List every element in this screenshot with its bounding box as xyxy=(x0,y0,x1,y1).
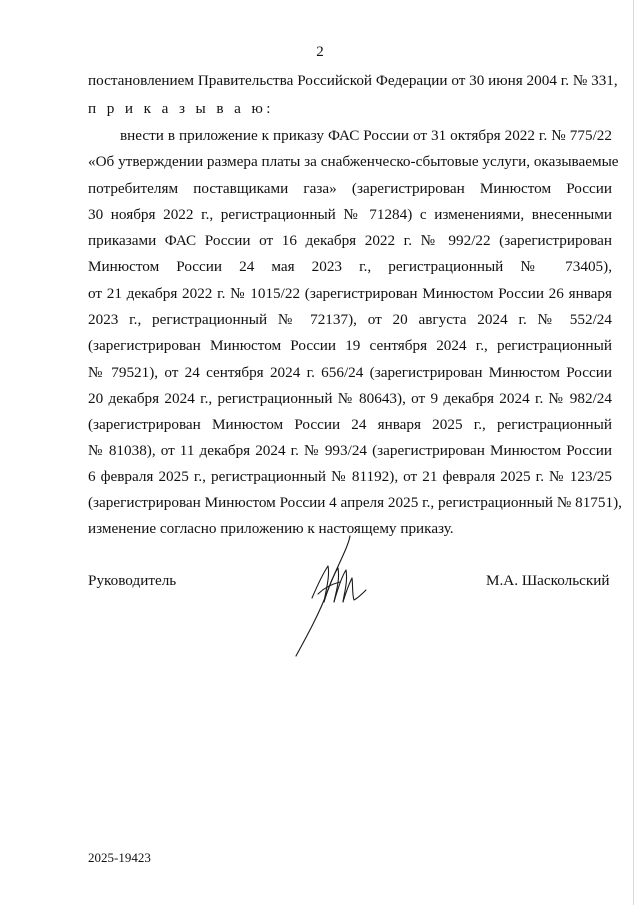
text-line: 20 декабря 2024 г., регистрационный № 80643), от 9 декабря 2024 г. № 982/24 xyxy=(88,390,612,407)
text-line: внести в приложение к приказу ФАС России от 31 октября 2022 г. № 775/22 xyxy=(120,127,612,144)
text-line: (зарегистрирован Минюстом России 24 января 2025 г., регистрационный xyxy=(88,416,612,433)
signer-title: Руководитель xyxy=(88,572,177,589)
document-code: 2025-19423 xyxy=(88,850,151,865)
text-line: № 79521), от 24 сентября 2024 г. 656/24 (зарегистрирован Минюстом России xyxy=(88,364,612,381)
text-line: приказами ФАС России от 16 декабря 2022 г. № 992/22 (зарегистрирован xyxy=(88,232,612,249)
signature-image xyxy=(288,528,388,668)
text-line: 2023 г., регистрационный № 72137), от 20 августа 2024 г. № 552/24 xyxy=(88,311,612,328)
page-number: 2 xyxy=(316,44,324,60)
signer-name: М.А. Шаскольский xyxy=(486,572,610,589)
text-line: (зарегистрирован Минюстом России 4 апреля 2025 г., регистрационный № 81751), xyxy=(88,494,622,511)
text-line: № 81038), от 11 декабря 2024 г. № 993/24 (зарегистрирован Минюстом России xyxy=(88,442,612,459)
order-word: п р и к а з ы в а ю: xyxy=(88,100,274,117)
text-line: постановлением Правительства Российской Федерации от 30 июня 2004 г. № 331, xyxy=(88,72,618,89)
text-line: потребителям поставщиками газа» (зарегистрирован Минюстом России xyxy=(88,180,612,197)
text-line: изменение согласно приложению к настоящему приказу. xyxy=(88,520,454,537)
text-line: «Об утверждении размера платы за снабженческо-сбытовые услуги, оказываемые xyxy=(88,153,619,170)
text-line: 30 ноября 2022 г., регистрационный № 71284) с изменениями, внесенными xyxy=(88,206,612,223)
text-line: от 21 декабря 2022 г. № 1015/22 (зарегистрирован Минюстом России 26 января xyxy=(88,285,612,302)
text-line: (зарегистрирован Минюстом России 19 сентября 2024 г., регистрационный xyxy=(88,337,612,354)
text-line: 6 февраля 2025 г., регистрационный № 81192), от 21 февраля 2025 г. № 123/25 xyxy=(88,468,612,485)
page-edge xyxy=(633,0,634,905)
text-line: Минюстом России 24 мая 2023 г., регистрационный № 73405), xyxy=(88,258,612,275)
